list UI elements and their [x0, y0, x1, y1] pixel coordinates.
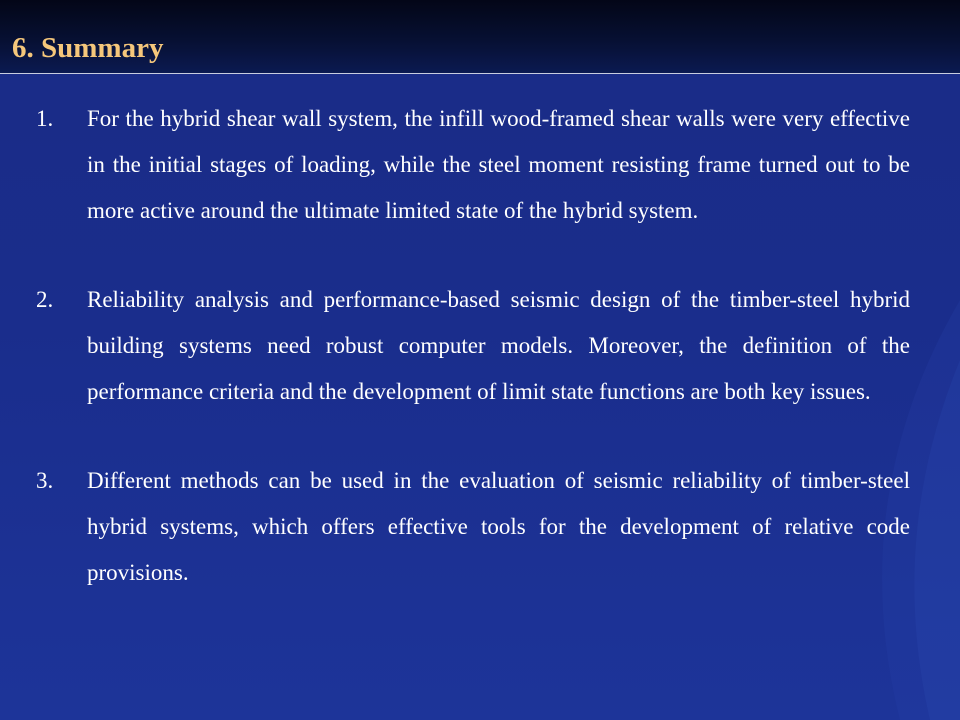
summary-list	[0, 96, 960, 639]
list-item-text: Reliability analysis and performance-based seismic design of the timber-steel hybrid building systems need robust computer models. Moreover, the definition of the performance criteria and the development of limit state functions are both key issues.	[87, 287, 910, 404]
list-item	[36, 96, 910, 234]
slide-title: 6. Summary	[12, 32, 164, 64]
list-item-text: For the hybrid shear wall system, the infill wood-framed shear walls were very effective in the initial stages of loading, while the steel moment resisting frame turned out to be more active around the ultimate limited state of the hybrid system.	[87, 106, 910, 223]
list-item	[36, 458, 910, 596]
list-item-text: Different methods can be used in the evaluation of seismic reliability of timber-steel hybrid systems, which offers effective tools for the development of relative code provisions.	[87, 468, 910, 585]
list-item-number: 2.	[36, 287, 54, 312]
list-item-number: 3.	[36, 468, 54, 493]
list-item-number: 1.	[36, 106, 54, 131]
list-item	[36, 277, 910, 415]
title-divider	[0, 73, 960, 74]
